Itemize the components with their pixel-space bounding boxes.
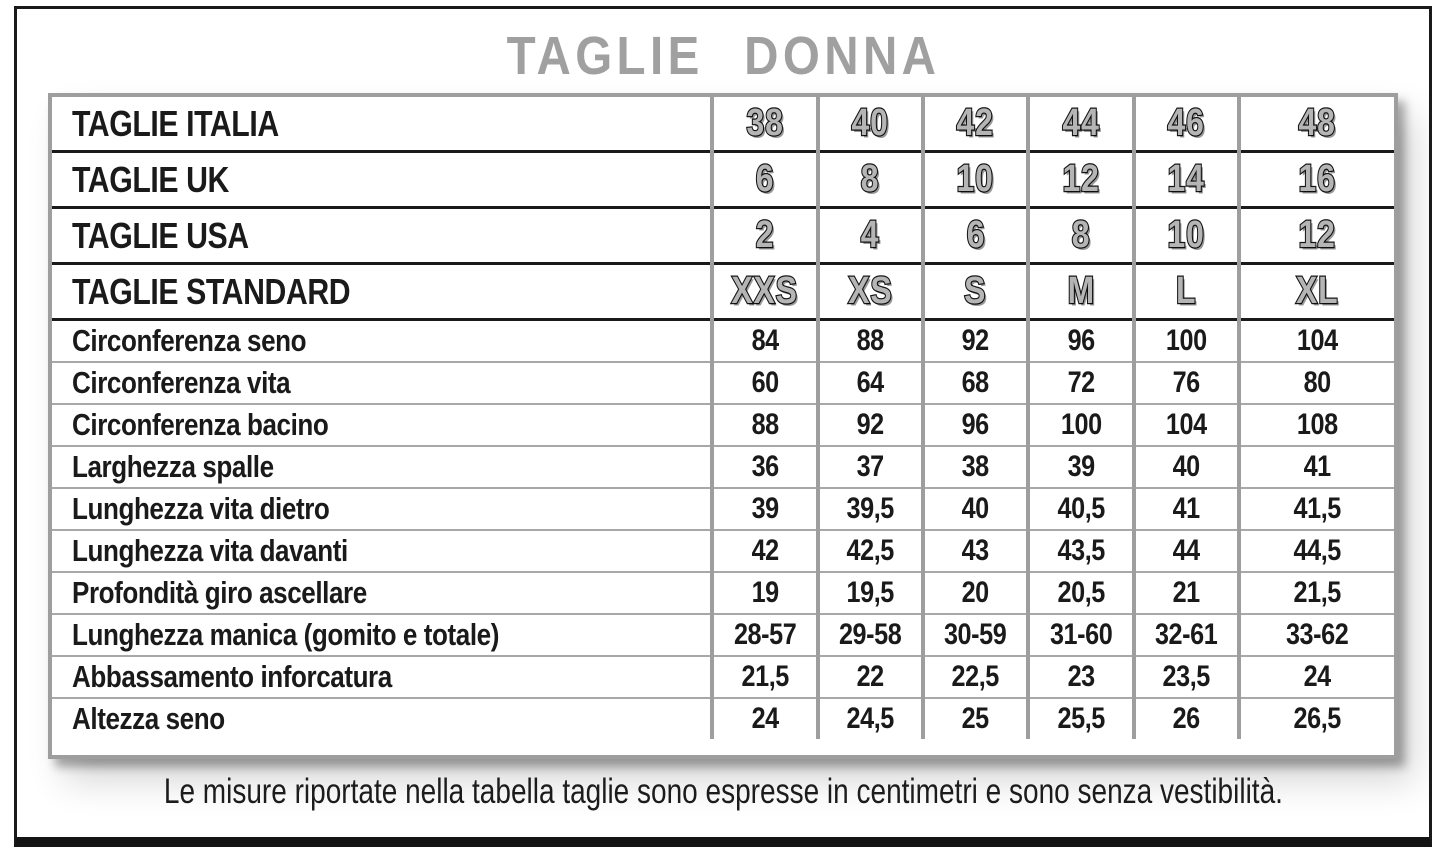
value-cell (923, 152, 1028, 208)
value-cell (818, 208, 923, 264)
table-row (52, 488, 1394, 530)
value-text: XXS (731, 270, 799, 312)
value-text: 19,5 (846, 576, 894, 609)
size-chart-table (52, 97, 1394, 739)
value-cell (712, 362, 817, 404)
value-cell (1028, 208, 1133, 264)
value-cell (818, 446, 923, 488)
value-text: 22 (856, 660, 884, 693)
table-row (52, 698, 1394, 739)
value-cell (1028, 404, 1133, 446)
size-section (52, 97, 1394, 320)
value-text: 8 (860, 158, 880, 200)
value-text: 21,5 (1293, 576, 1342, 609)
row-label: Circonferenza seno (72, 323, 307, 358)
row-label: Circonferenza bacino (72, 407, 329, 442)
row-label-cell (52, 488, 712, 530)
value-cell (1239, 488, 1394, 530)
value-text: 24 (1303, 660, 1332, 693)
value-cell (923, 97, 1028, 152)
value-cell (923, 530, 1028, 572)
table-row (52, 362, 1394, 404)
table-row (52, 97, 1394, 152)
value-cell (712, 656, 817, 698)
value-cell (923, 208, 1028, 264)
row-label: TAGLIE ITALIA (72, 102, 279, 144)
value-cell (923, 404, 1028, 446)
value-text: M (1067, 270, 1095, 312)
value-cell (1134, 320, 1239, 363)
table-row (52, 446, 1394, 488)
value-text: 29-58 (839, 618, 902, 651)
row-label: Lunghezza manica (gomito e totale) (72, 617, 499, 652)
table-row (52, 404, 1394, 446)
row-label-cell (52, 404, 712, 446)
value-text: 39 (751, 492, 779, 525)
row-label-cell (52, 698, 712, 739)
value-cell (1028, 656, 1133, 698)
value-text: S (964, 270, 987, 312)
value-text: 38 (746, 102, 784, 144)
value-text: 40 (851, 102, 889, 144)
value-cell (1239, 614, 1394, 656)
table-row (52, 572, 1394, 614)
row-label-cell (52, 572, 712, 614)
value-cell (712, 97, 817, 152)
value-cell (923, 446, 1028, 488)
value-text: 80 (1303, 366, 1332, 399)
value-text: 14 (1167, 158, 1205, 200)
value-cell (1239, 698, 1394, 739)
value-text: 20,5 (1057, 576, 1105, 609)
value-text: 104 (1165, 408, 1207, 441)
row-label-cell (52, 530, 712, 572)
value-text: 84 (751, 324, 779, 357)
value-text: 23,5 (1162, 660, 1210, 693)
value-text: 33-62 (1286, 618, 1349, 651)
value-text: 37 (856, 450, 884, 483)
page-title-text: TAGLIE DONNA (506, 26, 940, 86)
row-label-cell (52, 614, 712, 656)
value-text: 88 (856, 324, 884, 357)
value-cell (1134, 698, 1239, 739)
value-cell (818, 572, 923, 614)
value-cell (1134, 404, 1239, 446)
value-text: 16 (1298, 158, 1337, 200)
row-label-cell (52, 656, 712, 698)
value-text: 42 (751, 534, 779, 567)
value-cell (1134, 208, 1239, 264)
value-cell (1239, 404, 1394, 446)
value-text: 43,5 (1057, 534, 1105, 567)
value-cell (1028, 614, 1133, 656)
value-cell (923, 614, 1028, 656)
value-text: 46 (1167, 102, 1205, 144)
value-cell (1239, 362, 1394, 404)
value-cell (712, 208, 817, 264)
row-label-cell (52, 320, 712, 363)
value-text: 44,5 (1293, 534, 1342, 567)
value-text: 41,5 (1293, 492, 1342, 525)
value-cell (1134, 488, 1239, 530)
value-cell (1239, 320, 1394, 363)
value-cell (923, 698, 1028, 739)
value-cell (818, 152, 923, 208)
value-cell (1028, 572, 1133, 614)
value-cell (712, 530, 817, 572)
value-cell (1028, 97, 1133, 152)
value-cell (712, 572, 817, 614)
value-text: 39,5 (846, 492, 894, 525)
value-cell (1239, 97, 1394, 152)
value-text: 104 (1297, 324, 1338, 357)
value-cell (1239, 656, 1394, 698)
value-text: 100 (1060, 408, 1102, 441)
value-cell (1134, 362, 1239, 404)
value-cell (712, 614, 817, 656)
value-cell (923, 264, 1028, 320)
value-text: 100 (1165, 324, 1207, 357)
row-label: TAGLIE USA (72, 214, 249, 256)
value-text: 26 (1172, 702, 1200, 735)
value-text: 40 (1172, 450, 1200, 483)
value-text: 42 (957, 102, 995, 144)
row-label-cell (52, 97, 712, 152)
value-text: 41 (1172, 492, 1200, 525)
table-row (52, 320, 1394, 363)
measure-section (52, 320, 1394, 740)
page-frame (14, 6, 1432, 847)
row-label-cell (52, 264, 712, 320)
row-label-cell (52, 152, 712, 208)
value-text: 10 (957, 158, 995, 200)
row-label: TAGLIE STANDARD (72, 270, 351, 312)
value-text: 25,5 (1057, 702, 1105, 735)
value-text: L (1176, 270, 1197, 312)
value-text: 26,5 (1293, 702, 1342, 735)
value-text: 48 (1298, 102, 1337, 144)
value-text: 38 (962, 450, 990, 483)
value-cell (712, 698, 817, 739)
table-row (52, 656, 1394, 698)
row-label: Profondità giro ascellare (72, 575, 367, 610)
value-cell (818, 320, 923, 363)
value-cell (923, 656, 1028, 698)
row-label: Circonferenza vita (72, 365, 291, 400)
value-cell (1028, 362, 1133, 404)
value-text: 44 (1172, 534, 1200, 567)
value-cell (1028, 446, 1133, 488)
value-cell (818, 698, 923, 739)
value-text: 64 (856, 366, 884, 399)
row-label: Altezza seno (72, 701, 225, 736)
value-text: 20 (962, 576, 990, 609)
table-row (52, 530, 1394, 572)
value-text: 8 (1071, 214, 1091, 256)
value-text: 41 (1303, 450, 1332, 483)
footer-note (17, 773, 1429, 812)
value-text: 39 (1067, 450, 1095, 483)
value-text: 30-59 (944, 618, 1007, 651)
value-text: 24 (751, 702, 779, 735)
value-text: 72 (1067, 366, 1095, 399)
value-cell (1134, 656, 1239, 698)
value-cell (923, 488, 1028, 530)
value-cell (818, 404, 923, 446)
value-cell (712, 404, 817, 446)
value-cell (712, 152, 817, 208)
value-text: 23 (1067, 660, 1095, 693)
value-text: 96 (962, 408, 990, 441)
value-text: 44 (1062, 102, 1100, 144)
table-row (52, 264, 1394, 320)
value-text: 10 (1167, 214, 1205, 256)
value-cell (1028, 152, 1133, 208)
value-cell (1239, 446, 1394, 488)
value-text: 6 (966, 214, 985, 256)
value-cell (818, 530, 923, 572)
value-cell (712, 320, 817, 363)
value-text: 92 (856, 408, 884, 441)
value-text: 2 (755, 214, 775, 256)
value-text: XL (1296, 270, 1339, 312)
value-cell (1239, 530, 1394, 572)
row-label-cell (52, 362, 712, 404)
row-label: Lunghezza vita dietro (72, 491, 330, 526)
value-text: 21 (1172, 576, 1200, 609)
value-cell (1239, 152, 1394, 208)
value-cell (712, 446, 817, 488)
value-text: 40,5 (1057, 492, 1105, 525)
footer-note-text: Le misure riportate nella tabella taglie sono espresse in centimetri e sono senza vestibilità. (163, 772, 1283, 811)
value-cell (1028, 530, 1133, 572)
page-title (17, 26, 1429, 86)
value-cell (1134, 614, 1239, 656)
value-cell (1134, 97, 1239, 152)
value-text: 22,5 (951, 660, 1000, 693)
table-row (52, 152, 1394, 208)
value-text: 25 (962, 702, 990, 735)
value-text: 108 (1297, 408, 1338, 441)
value-text: XS (848, 270, 893, 312)
value-text: 96 (1067, 324, 1095, 357)
value-text: 43 (962, 534, 990, 567)
value-text: 4 (860, 214, 880, 256)
value-text: 19 (751, 576, 779, 609)
value-text: 28-57 (733, 618, 797, 651)
value-text: 32-61 (1155, 618, 1218, 651)
value-text: 92 (962, 324, 990, 357)
value-text: 42,5 (846, 534, 894, 567)
value-text: 36 (751, 450, 779, 483)
size-chart-frame (48, 93, 1398, 759)
value-cell (1134, 446, 1239, 488)
value-cell (818, 656, 923, 698)
value-cell (1134, 530, 1239, 572)
value-cell (818, 264, 923, 320)
value-text: 6 (755, 158, 775, 200)
value-cell (1239, 264, 1394, 320)
value-text: 12 (1062, 158, 1100, 200)
row-label-cell (52, 446, 712, 488)
value-text: 60 (751, 366, 779, 399)
value-cell (1028, 264, 1133, 320)
value-text: 68 (962, 366, 990, 399)
value-text: 21,5 (741, 660, 789, 693)
value-cell (1028, 488, 1133, 530)
value-cell (923, 362, 1028, 404)
row-label: Larghezza spalle (72, 449, 274, 484)
value-cell (923, 572, 1028, 614)
row-label: TAGLIE UK (72, 158, 229, 200)
table-row (52, 208, 1394, 264)
value-text: 40 (962, 492, 990, 525)
value-cell (818, 488, 923, 530)
value-cell (1239, 572, 1394, 614)
value-cell (1134, 572, 1239, 614)
value-cell (1028, 698, 1133, 739)
value-cell (1239, 208, 1394, 264)
row-label: Abbassamento inforcatura (72, 659, 392, 694)
value-cell (818, 97, 923, 152)
value-text: 12 (1298, 214, 1337, 256)
value-text: 24,5 (846, 702, 894, 735)
value-cell (712, 488, 817, 530)
value-cell (1134, 264, 1239, 320)
value-text: 31-60 (1049, 618, 1113, 651)
value-cell (1028, 320, 1133, 363)
table-row (52, 614, 1394, 656)
value-text: 88 (751, 408, 779, 441)
value-cell (818, 362, 923, 404)
value-cell (923, 320, 1028, 363)
value-text: 76 (1172, 366, 1200, 399)
row-label-cell (52, 208, 712, 264)
value-cell (712, 264, 817, 320)
value-cell (818, 614, 923, 656)
row-label: Lunghezza vita davanti (72, 533, 348, 568)
value-cell (1134, 152, 1239, 208)
